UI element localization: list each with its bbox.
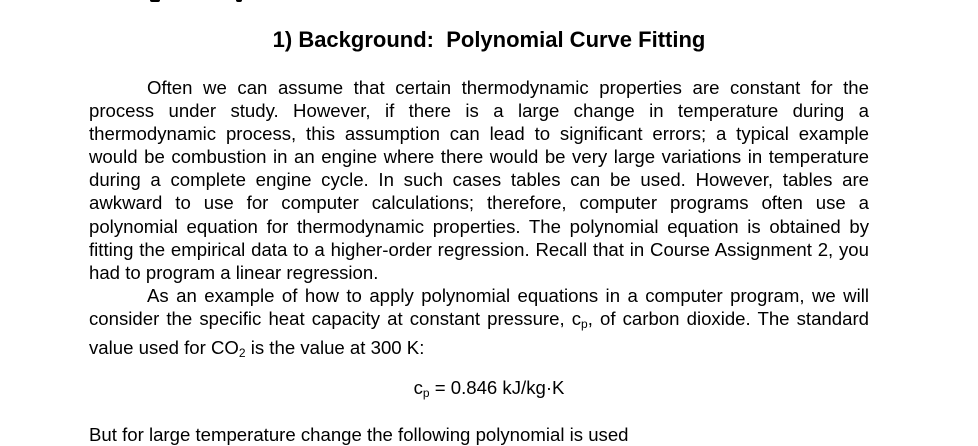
paragraph-example-text-1: As an example of how to apply polynomial equations in a computer program, we will consider the specific heat capacity at constant pressure, c [89,284,869,329]
cp-equation [0,376,978,405]
body-text [89,76,869,365]
section-number: 1) [272,27,293,52]
clipped-previous-line [0,0,978,3]
cp-subscript: p [581,316,588,331]
closing-line: But for large temperature change the following polynomial is used [89,424,629,445]
cp-value: = 0.846 kJ/kg·K [429,377,565,398]
paragraph-example-text-3: is the value at 300 K: [245,337,425,359]
section-heading [0,26,978,54]
section-title: Background: Polynomial Curve Fitting [298,27,706,52]
paragraph-intro: Often we can assume that certain thermodynamic properties are constant for the process under study. However, if there is a large change in temperature during a thermodynamic process, this assumption can lead to significant errors; a typical example would be combustion in an engine where there would be very large variations in temperature during a complete engine cycle. In such cases tables can be used. However, tables are awkward to use for computer calculations; therefore, computer programs often use a polynomial equation for thermodynamic properties. The polynomial equation is obtained by fitting the empirical data to a higher-order regression. Recall that in Course Assignment 2, you had to program a linear regression. [89,77,869,283]
co2-subscript: 2 [238,346,246,361]
paragraph-example-text-2: , of carbon dioxide. The standard value used for CO [89,307,869,359]
paragraph-example [89,284,869,365]
cp-symbol: c [413,377,423,398]
cp-equation-subscript: p [422,386,430,400]
